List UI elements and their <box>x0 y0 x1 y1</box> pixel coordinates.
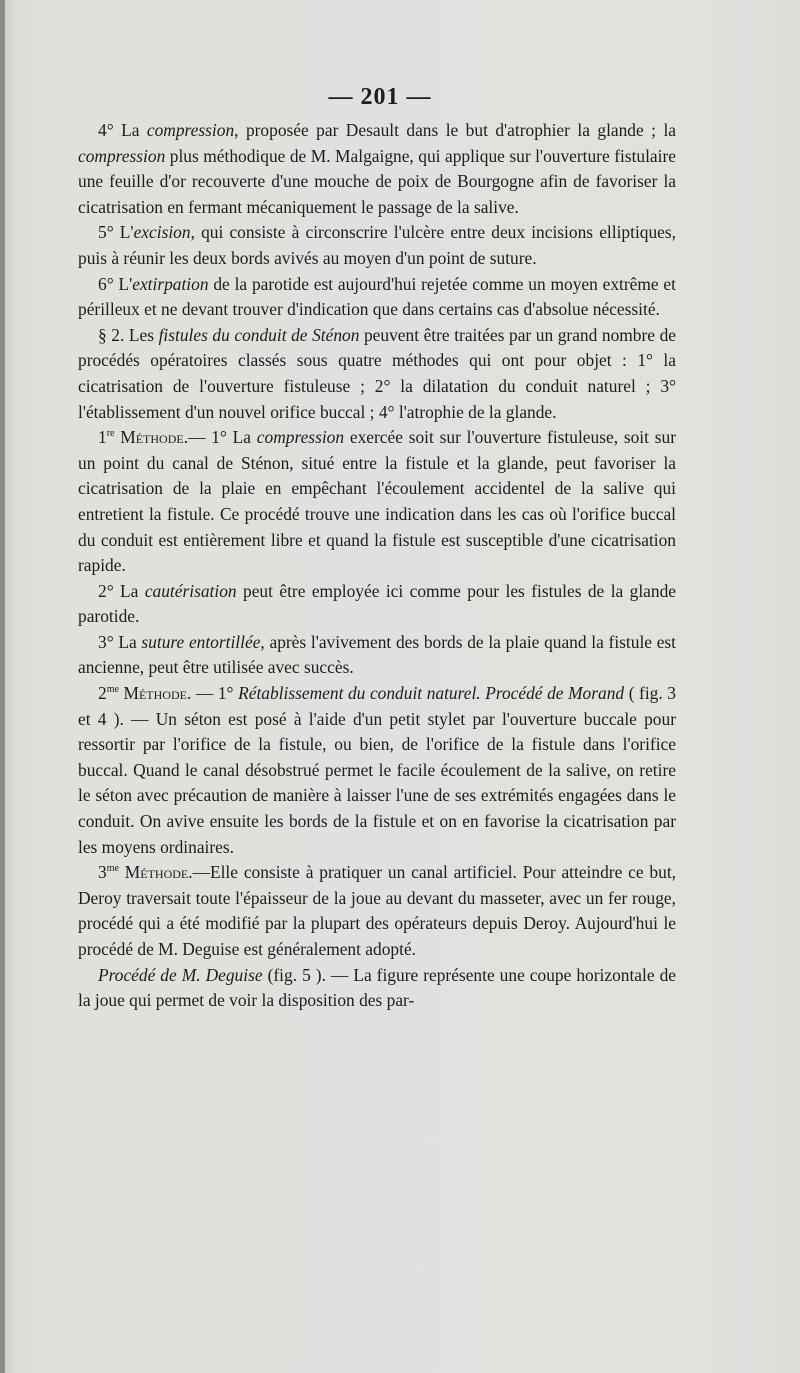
paragraph-suture <box>78 630 676 681</box>
para-lead: .—Elle consiste à pratiquer un canal artificiel. Pour atteindre ce but, Deroy traversait toute l'épaisseur de la joue au devant du masseter, avec un fer rouge, procédé qui a été modifié par la plupart des opérateurs depuis Deroy. Aujourd'hui le procédé de M. Deguise est généralement adopté. <box>78 862 676 959</box>
method-heading: Méthode <box>124 862 189 883</box>
para-text: (fig. 5 ). — La figure représente une coupe horizontale de la joue qui permet de voir la disposition des par- <box>78 964 676 1011</box>
para-text: ( fig. 3 et 4 ). — Un séton est posé à l'aide d'un petit stylet par l'ouverture buccale pour ressortir par l'orifice de la fistule, ou bien, de l'orifice de la fistule dans l'orifice buccal. Quand le canal désobstrué permet le facile écoulement de la salive, on retire le séton avec précaution de manière à laisser l'une de ses extrémités engagées dans le conduit. On avive ensuite les bords de la fistule et on en favorise la cicatrisation par les moyens ordinaires. <box>78 683 677 857</box>
para-text: de la parotide est aujourd'hui rejetée comme un moyen extrême et périlleux et ne devant trouver d'indication que dans certains cas d'absolue nécessité. <box>78 273 676 320</box>
para-emphasis: cautérisation <box>144 580 237 601</box>
para-emphasis: extirpation <box>132 273 209 294</box>
para-lead: 6° L' <box>98 273 133 294</box>
para-lead: . — 1° <box>186 683 239 704</box>
method-ordinal: re <box>106 428 115 440</box>
page-number: — 201 — <box>328 84 432 110</box>
paragraph-deguise <box>78 963 676 1014</box>
para-lead: 2° La <box>98 580 145 601</box>
para-emphasis: Procédé de M. Deguise <box>98 964 263 985</box>
para-lead: § 2. Les <box>98 324 159 345</box>
method-number: 3 <box>98 862 107 883</box>
para-lead: 3° La <box>98 631 142 652</box>
paragraph-method-2 <box>78 681 676 860</box>
para-text: , proposée par Desault dans le but d'atrophier la glande ; la <box>234 120 676 140</box>
method-ordinal: me <box>106 684 119 696</box>
paragraph-cauterisation <box>78 579 676 630</box>
method-heading: Méthode <box>123 683 187 704</box>
para-text: plus méthodique de M. Malgaigne, qui applique sur l'ouverture fistulaire une feuille d'or recouverte d'une mouche de poix de Bourgogne afin de favoriser la cicatrisation en fermant mécaniquement le passage de la salive. <box>78 145 676 217</box>
paragraph-method-1 <box>78 425 676 579</box>
para-text: exercée soit sur l'ouverture fistuleuse, soit sur un point du canal de Sténon, situé entre la fistule et la glande, peut favoriser la cicatrisation de la plaie en empêchant l'écoulement accidentel de la salive qui entretient la fistule. Ce procédé trouve une indication dans les cas où l'orifice buccal du conduit est entièrement libre et quand la fistule est susceptible d'une cicatrisation rapide. <box>78 427 676 576</box>
page-body <box>78 118 676 1014</box>
para-emphasis: suture entortillée <box>141 631 261 652</box>
para-text: peut être employée ici comme pour les fistules de la glande parotide. <box>78 580 677 627</box>
paragraph-4-compression <box>78 118 676 220</box>
paragraph-5-excision <box>78 220 676 271</box>
para-text: peuvent être traitées par un grand nombre de procédés opératoires classés sous quatre méthodes qui ont pour objet : 1° la cicatrisation de l'ouverture fistuleuse ; 2° la dilatation du conduit naturel ; 3° l'établissement d'un nouvel orifice buccal ; 4° l'atrophie de la glande. <box>78 324 676 422</box>
method-number: 2 <box>98 683 107 704</box>
para-text: , qui consiste à circonscrire l'ulcère entre deux incisions elliptiques, puis à réunir les deux bords avivés au moyen d'un point de suture. <box>78 222 676 268</box>
para-emphasis: excision <box>133 222 191 243</box>
paragraph-section-2 <box>78 323 676 425</box>
para-lead: 4° La <box>98 120 147 140</box>
paragraph-6-extirpation <box>78 272 676 323</box>
para-emphasis: compression <box>78 145 166 166</box>
para-emphasis: compression <box>146 120 235 140</box>
para-emphasis: fistules du conduit de Sténon <box>158 324 360 345</box>
para-lead: 5° L' <box>98 222 134 243</box>
method-ordinal: me <box>106 863 119 875</box>
paragraph-method-3 <box>78 860 676 962</box>
method-number: 1 <box>98 427 107 448</box>
method-heading: Méthode <box>120 427 184 448</box>
para-lead: .— 1° La <box>183 427 257 448</box>
para-emphasis: Rétablissement du conduit naturel. Procédé de Morand <box>238 683 625 704</box>
para-text: , après l'avivement des bords de la plaie quand la fistule est ancienne, peut être utilisée avec succès. <box>78 631 677 678</box>
para-emphasis: compression <box>256 427 345 448</box>
